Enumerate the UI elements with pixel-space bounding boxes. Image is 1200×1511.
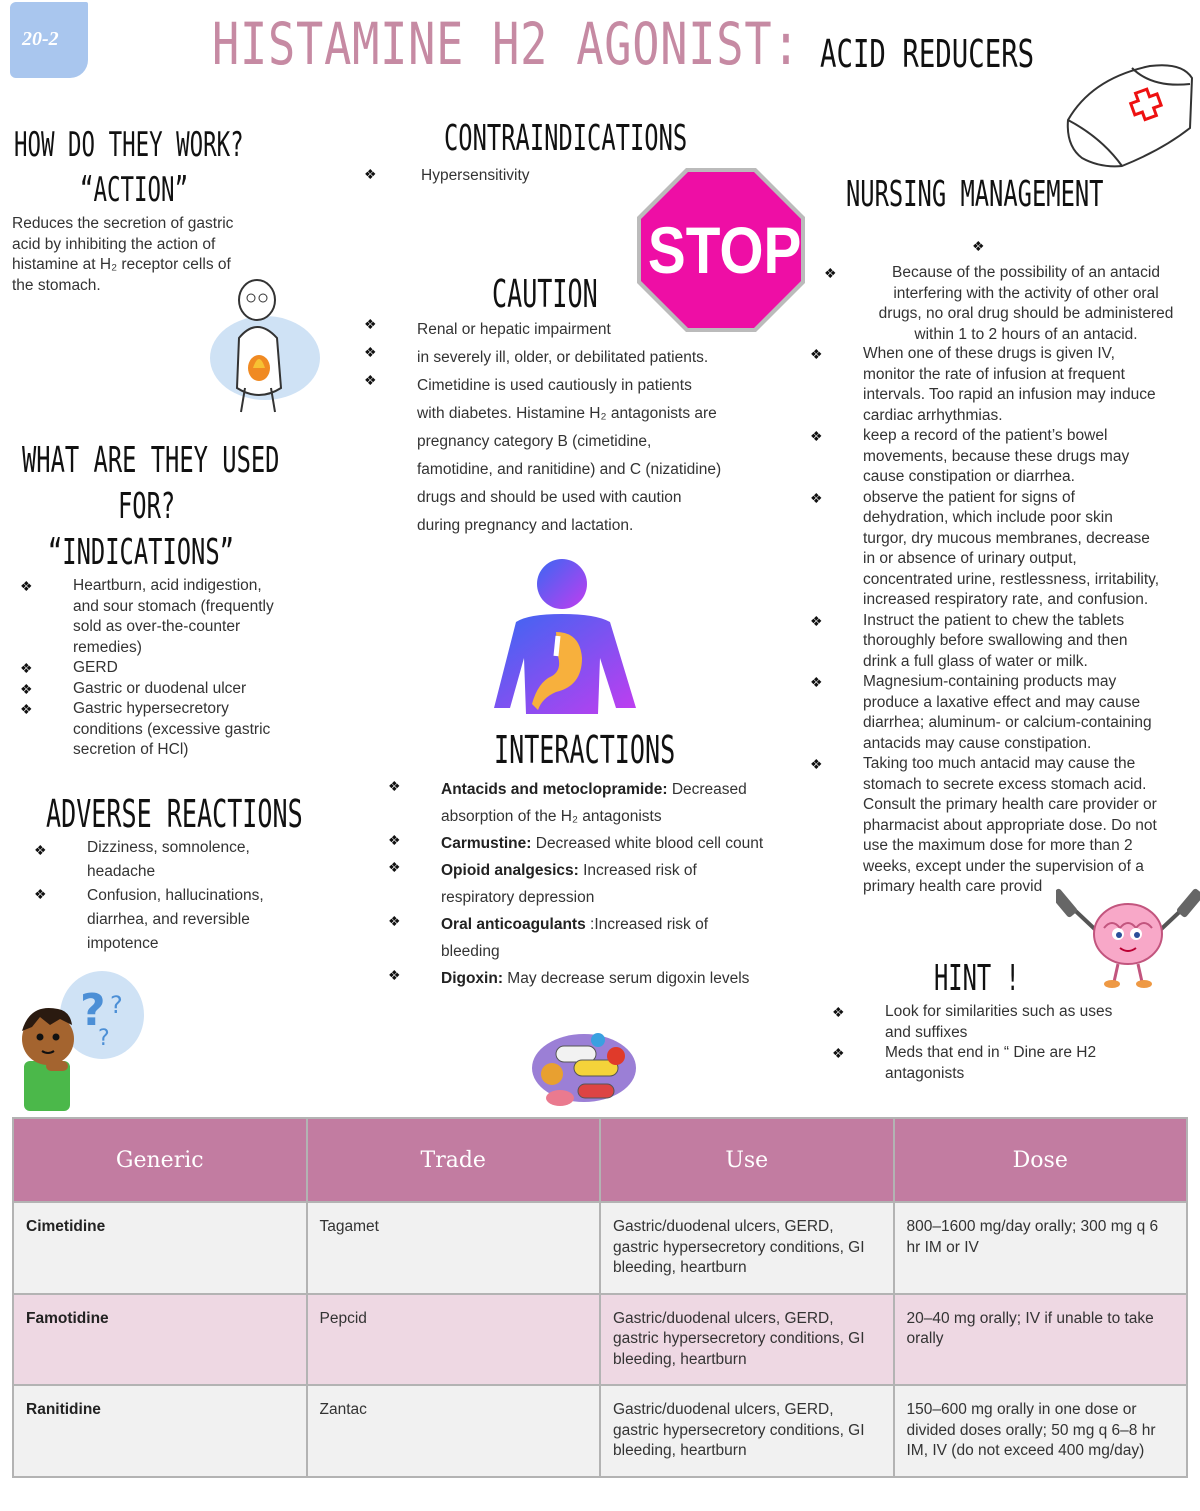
bullet-icon: ❖ bbox=[832, 1045, 845, 1061]
table-row bbox=[13, 1385, 1187, 1477]
list-item: ❖ Renal or hepatic impairment bbox=[364, 316, 611, 338]
bullet-icon: ❖ bbox=[810, 346, 823, 362]
list-item: ❖ Gastric or duodenal ulcer bbox=[20, 679, 247, 697]
list-item: ❖ in severely ill, older, or debilitated patients. bbox=[364, 344, 709, 366]
contraindications-heading: CONTRAINDICATIONS bbox=[444, 118, 688, 159]
page-tag-label: 20-2 bbox=[22, 28, 59, 50]
column-header: Use bbox=[600, 1118, 894, 1202]
adverse-heading: ADVERSE REACTIONS bbox=[46, 792, 303, 836]
list-item: ❖ Digoxin: May decrease serum digoxin levels bbox=[388, 967, 750, 987]
list-item: ❖ observe the patient for signs of dehydration, which include poor skin turgor, dry mucous membranes, decrease in or absence of urinary output, concentrated urine, restlessness, irritability, increased respiratory rate, and confusion. bbox=[810, 488, 1160, 608]
heartburn-man-icon bbox=[205, 278, 320, 418]
nursing-heading: NURSING MANAGEMENT bbox=[846, 174, 1104, 215]
bullet-icon: ❖ bbox=[810, 612, 823, 629]
use-cell: Gastric/duodenal ulcers, GERD, gastric hypersecretory conditions, GI bleeding, heartburn bbox=[600, 1385, 894, 1477]
list-item: ❖ Cimetidine is used cautiously in patients with diabetes. Histamine H₂ antagonists are pregnancy category B (cimetidine, famotidine, and ranitidine) and C (nizatidine) drugs and should be used with caution during pregnancy and lactation. bbox=[364, 372, 722, 534]
list-item: ❖ Heartburn, acid indigestion, and sour stomach (frequently sold as over-the-counter remedies) bbox=[20, 577, 274, 656]
action-text: Reduces the secretion of gastric acid by inhibiting the action of histamine at H₂ receptor cells of the stomach. bbox=[12, 215, 234, 294]
bullet-icon: ❖ bbox=[364, 344, 377, 360]
nurse-hat-icon bbox=[1062, 58, 1198, 168]
bullet-icon: ❖ bbox=[20, 680, 33, 697]
bullet-icon: ❖ bbox=[34, 886, 47, 902]
bullet-icon: ❖ bbox=[20, 578, 33, 594]
nursing-list-2 bbox=[810, 344, 1196, 898]
list-item: ❖ Meds that end in “ Dine are H2 antagonists bbox=[832, 1044, 1097, 1082]
svg-text:?: ? bbox=[80, 985, 106, 1036]
list-item: ❖ Magnesium-containing products may produce a laxative effect and may cause diarrhea; aluminum- or calcium-containing antacids may cause constipation. bbox=[810, 673, 1152, 752]
bullet-icon: ❖ bbox=[364, 372, 377, 388]
caution-heading: CAUTION bbox=[492, 272, 598, 316]
hint-list bbox=[832, 1002, 1162, 1084]
bullet-icon: ❖ bbox=[832, 1004, 845, 1020]
bullet-icon: ❖ bbox=[364, 316, 377, 332]
list-item: ❖ GERD bbox=[20, 659, 118, 676]
adverse-list bbox=[34, 836, 304, 956]
caution-list bbox=[364, 316, 784, 540]
bullet-icon: ❖ bbox=[810, 428, 823, 444]
list-item: ❖ keep a record of the patient’s bowel movements, because these drugs may cause constipation or diarrhea. bbox=[810, 427, 1130, 485]
bullet-icon: ❖ bbox=[388, 832, 401, 848]
bullet-icon: ❖ bbox=[388, 967, 401, 983]
page-tag bbox=[10, 2, 88, 78]
nursing-list bbox=[824, 263, 1190, 345]
trade-cell: Zantac bbox=[307, 1385, 601, 1477]
list-item: ❖ Opioid analgesics: Increased risk of respiratory depression bbox=[388, 859, 697, 906]
action-heading: HOW DO THEY WORK? bbox=[14, 125, 244, 165]
bullet-icon: ❖ bbox=[972, 238, 985, 254]
bullet-icon: ❖ bbox=[810, 674, 823, 690]
list-item: ❖ Taking too much antacid may cause the stomach to secrete excess stomach acid. Consult the primary health care provider or pharmacist about appropriate dose. Do not use the maximum dose for more than 2 weeks, except under the supervision of a primary health care provid bbox=[810, 755, 1157, 895]
stop-sign-icon bbox=[636, 167, 806, 333]
bullet-icon: ❖ bbox=[824, 265, 837, 281]
svg-text:?: ? bbox=[98, 1026, 110, 1051]
list-item: ❖ Antacids and metoclopramide: Decreased absorption of the H₂ antagonists bbox=[388, 778, 747, 825]
indications-list bbox=[20, 576, 310, 761]
list-item: ❖ Oral anticoagulants :Increased risk of bleeding bbox=[388, 913, 709, 960]
page-title: HISTAMINE H2 AGONIST: bbox=[212, 10, 801, 78]
page-subtitle: ACID REDUCERS bbox=[820, 32, 1035, 76]
trade-cell: Pepcid bbox=[307, 1294, 601, 1386]
svg-text:?: ? bbox=[110, 991, 123, 1019]
bullet-icon: ❖ bbox=[364, 166, 377, 182]
table-row bbox=[13, 1202, 1187, 1294]
generic-cell: Ranitidine bbox=[13, 1385, 307, 1477]
use-cell: Gastric/duodenal ulcers, GERD, gastric hypersecretory conditions, GI bleeding, heartburn bbox=[600, 1202, 894, 1294]
hint-heading: HINT ! bbox=[934, 958, 1020, 999]
table-row bbox=[13, 1294, 1187, 1386]
bullet-icon: ❖ bbox=[388, 778, 401, 794]
bullet-icon: ❖ bbox=[20, 701, 33, 717]
table-header-row bbox=[13, 1118, 1187, 1202]
list-item: ❖ Carmustine: Decreased white blood cell count bbox=[388, 832, 764, 852]
column-header: Trade bbox=[307, 1118, 601, 1202]
contraindications-list bbox=[364, 166, 530, 187]
dose-cell: 150–600 mg orally in one dose or divided doses orally; 50 mg q 6–8 hr IM, IV (do not exceed 400 mg/day) bbox=[894, 1385, 1188, 1477]
list-item: ❖ Dizziness, somnolence, headache bbox=[34, 839, 250, 880]
generic-cell: Famotidine bbox=[13, 1294, 307, 1386]
generic-cell: Cimetidine bbox=[13, 1202, 307, 1294]
list-item: ❖ Hypersensitivity bbox=[364, 166, 530, 184]
interactions-list bbox=[388, 776, 808, 992]
bullet-icon: ❖ bbox=[810, 756, 823, 772]
brain-weights-icon bbox=[1056, 878, 1200, 990]
column-header: Dose bbox=[894, 1118, 1188, 1202]
bullet-icon: ❖ bbox=[388, 859, 401, 875]
bullet-icon: ❖ bbox=[34, 842, 47, 858]
indications-heading: WHAT ARE THEY USED bbox=[22, 440, 280, 481]
list-item: ❖ Gastric hypersecretory conditions (excessive gastric secretion of HCl) bbox=[20, 700, 271, 758]
column-header: Generic bbox=[13, 1118, 307, 1202]
confused-person-icon bbox=[10, 965, 150, 1115]
interactions-heading: INTERACTIONS bbox=[494, 728, 676, 772]
use-cell: Gastric/duodenal ulcers, GERD, gastric hypersecretory conditions, GI bleeding, heartburn bbox=[600, 1294, 894, 1386]
bullet-icon: ❖ bbox=[810, 489, 823, 506]
indications-heading-2: FOR? bbox=[118, 486, 176, 527]
dose-cell: 800–1600 mg/day orally; 300 mg q 6 hr IM or IV bbox=[894, 1202, 1188, 1294]
bullet-icon: ❖ bbox=[388, 913, 401, 929]
pills-icon bbox=[526, 1018, 636, 1110]
list-item: ❖ Because of the possibility of an antacid interfering with the activity of other oral drugs, no oral drug should be administered within 1 to 2 hours of an antacid. bbox=[824, 264, 1174, 343]
bullet-icon: ❖ bbox=[20, 660, 33, 676]
list-item: ❖ Instruct the patient to chew the tablets thoroughly before swallowing and then drink a full glass of water or milk. bbox=[810, 611, 1128, 670]
action-subheading: “ACTION” bbox=[80, 170, 189, 210]
stomach-body-icon bbox=[492, 558, 638, 714]
list-item: ❖ When one of these drugs is given IV, monitor the rate of infusion at frequent intervals. Too rapid an infusion may induce cardiac arrhythmias. bbox=[810, 345, 1156, 424]
drug-table bbox=[12, 1117, 1188, 1478]
list-item: ❖ Confusion, hallucinations, diarrhea, and reversible impotence bbox=[34, 886, 264, 952]
indications-subheading: “INDICATIONS” bbox=[48, 532, 234, 573]
list-item: ❖ Look for similarities such as uses and suffixes bbox=[832, 1003, 1113, 1041]
dose-cell: 20–40 mg orally; IV if unable to take orally bbox=[894, 1294, 1188, 1386]
stop-sign-label: STOP bbox=[647, 213, 802, 287]
trade-cell: Tagamet bbox=[307, 1202, 601, 1294]
